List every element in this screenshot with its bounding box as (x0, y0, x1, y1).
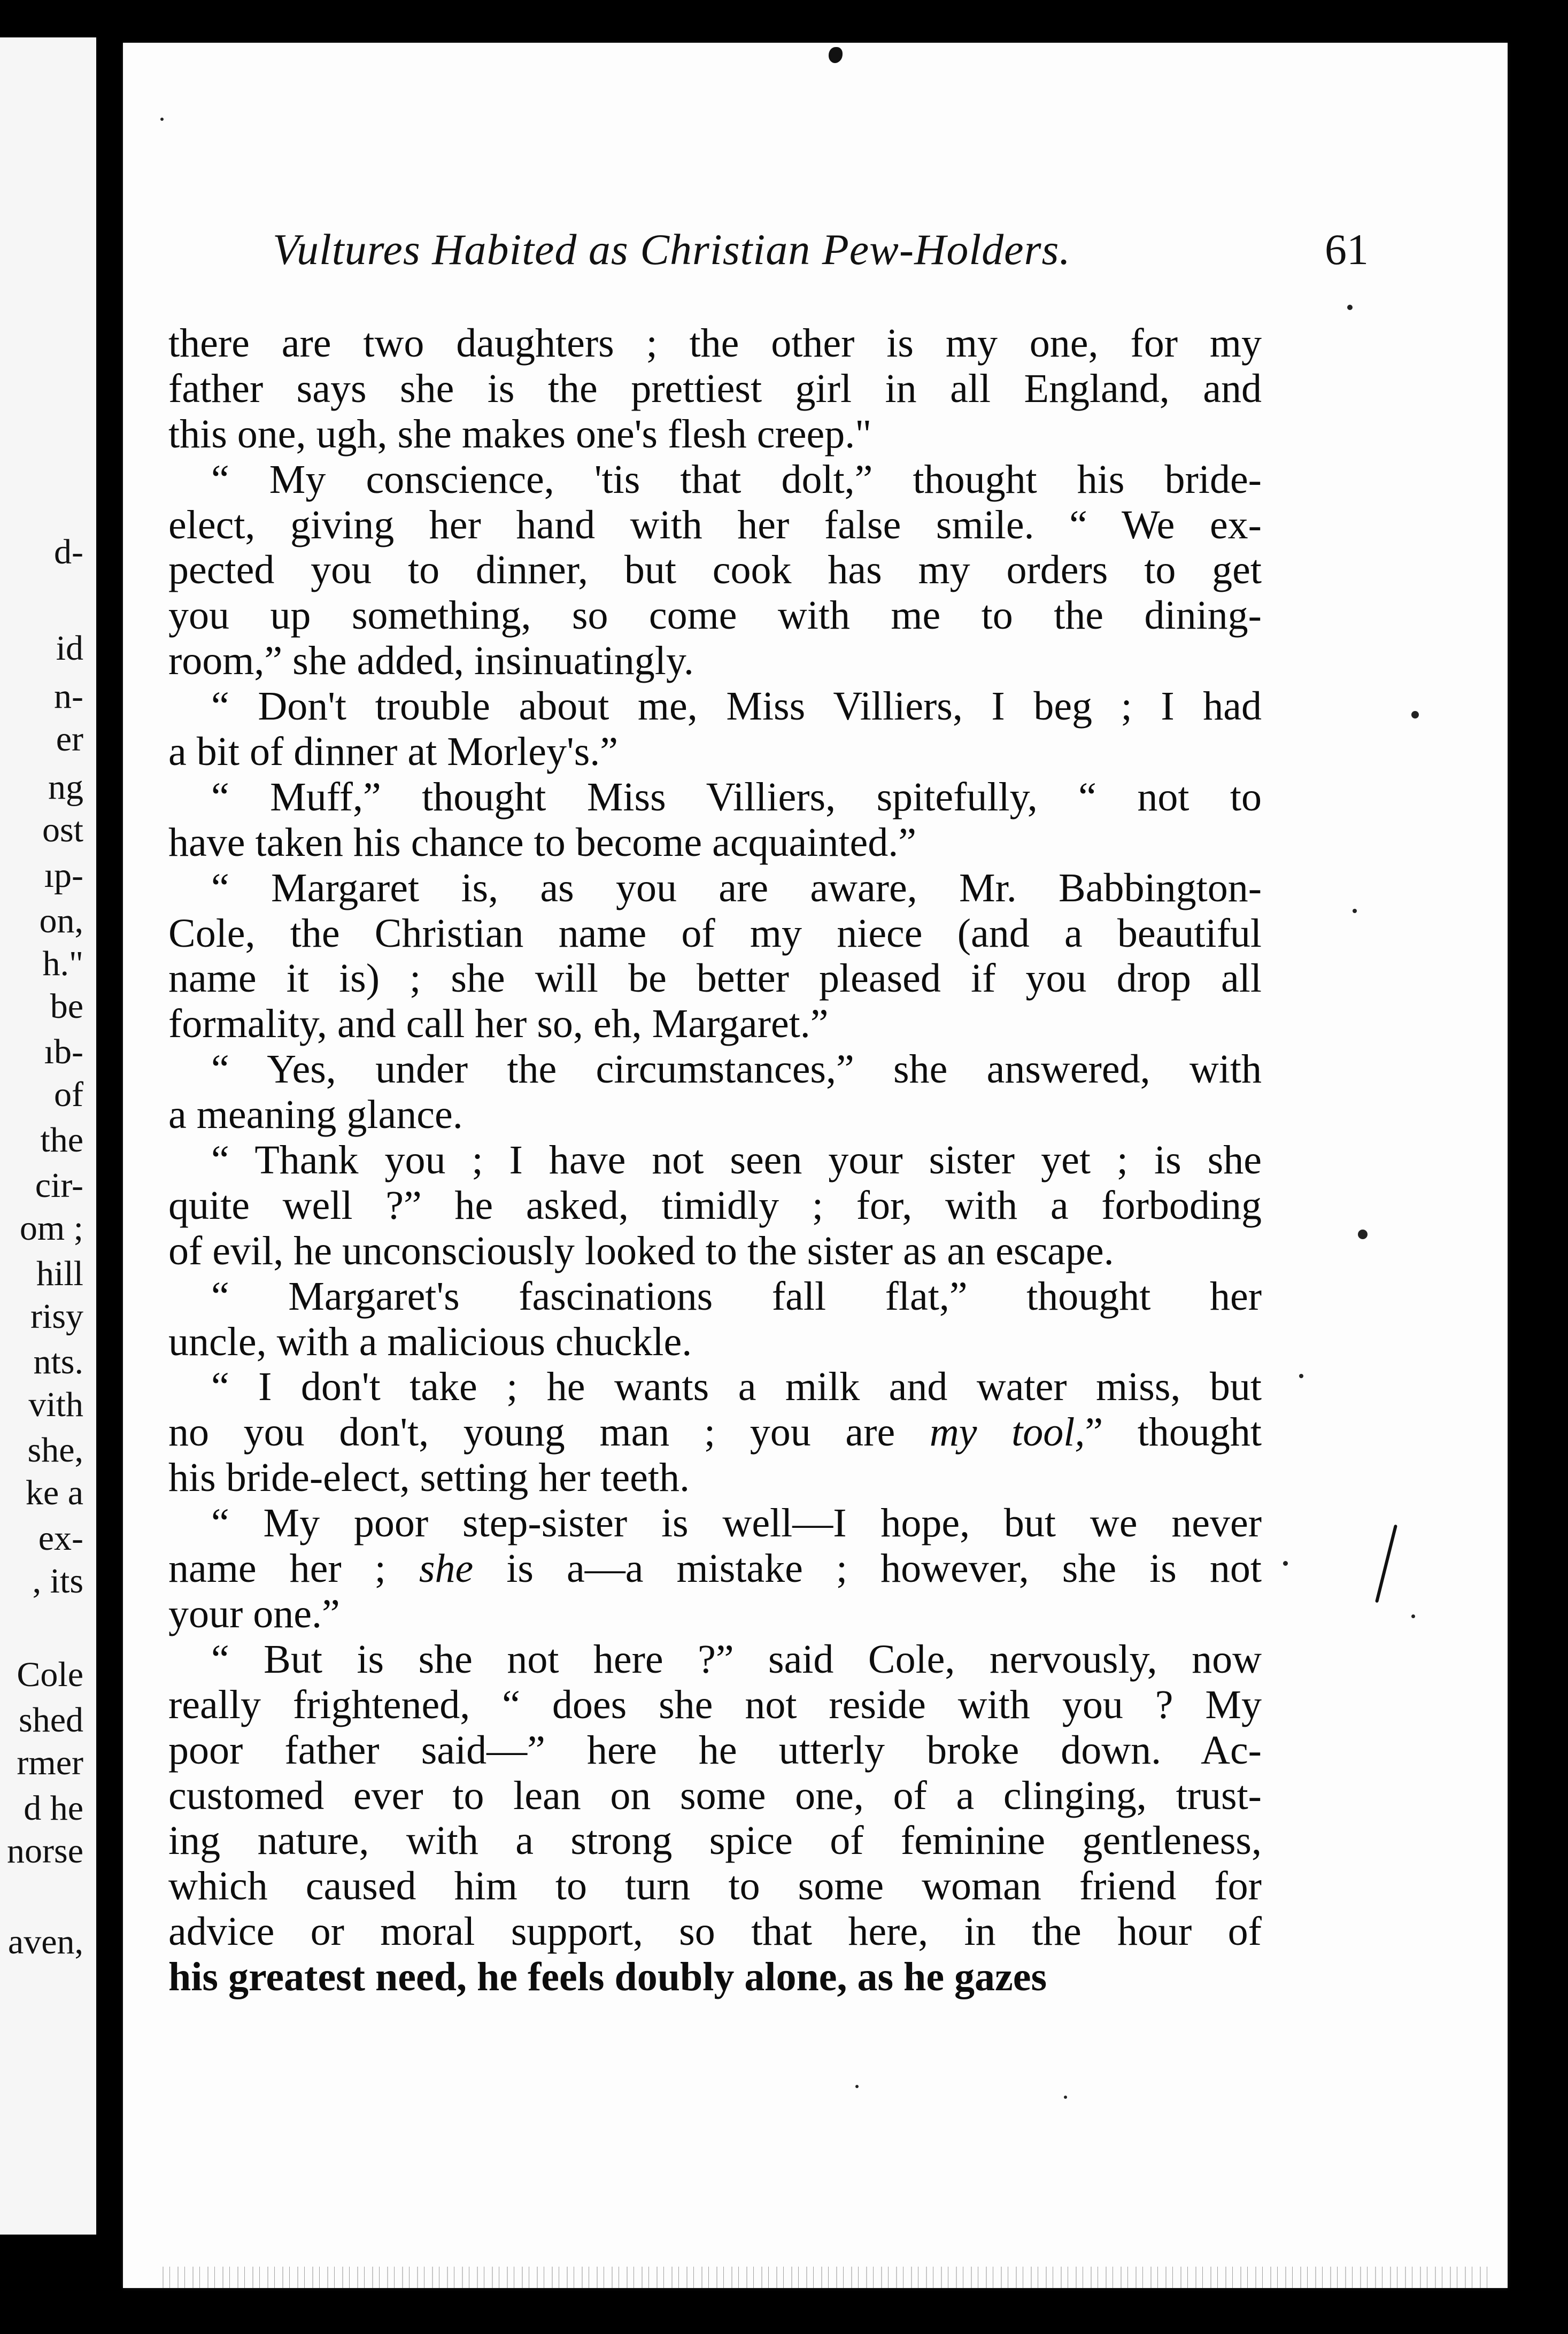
ink-speck (1347, 305, 1353, 310)
text-line: which caused him to turn to some woman friend for (168, 1864, 1262, 1909)
text-line: advice or moral support, so that here, in the hour of (168, 1909, 1262, 1954)
left-page-fragment: d he (24, 1789, 83, 1828)
margin-pen-stroke (1375, 1525, 1397, 1603)
ink-speck (1353, 909, 1357, 913)
left-page-fragment: nts. (33, 1342, 83, 1381)
text-line: have taken his chance to become acquainted.” (168, 820, 916, 865)
ink-speck (1411, 711, 1419, 718)
left-page-fragment: the (40, 1120, 83, 1160)
text-line: pected you to dinner, but cook has my orders to get (168, 547, 1262, 593)
text-line: name her ; she is a—a mistake ; however, she is not (168, 1546, 1262, 1591)
left-page-fragment: cir- (35, 1166, 83, 1205)
left-page-fragment: aven, (7, 1922, 83, 1961)
text-line: “ Margaret's fascinations fall flat,” thought her (211, 1273, 1262, 1319)
text-line: name it is) ; she will be better pleased if you drop all (168, 956, 1262, 1001)
ink-blot (829, 47, 843, 63)
page-number: 61 (1325, 225, 1369, 274)
ink-speck (160, 118, 164, 121)
left-page-fragment: Cole (17, 1655, 83, 1694)
ink-speck (1064, 2096, 1067, 2099)
text-line: room,” she added, insinuatingly. (168, 638, 694, 684)
text-line: poor father said—” here he utterly broke down. Ac- (168, 1727, 1262, 1773)
text-line: “ Don't trouble about me, Miss Villiers, I beg ; I had (211, 684, 1262, 729)
left-page-fragment: she, (27, 1431, 83, 1470)
left-page-fragment: shed (19, 1701, 83, 1740)
text-line: quite well ?” he asked, timidly ; for, with a forboding (168, 1183, 1262, 1228)
text-line: you up something, so come with me to the dining- (168, 593, 1262, 638)
text-line: “ I don't take ; he wants a milk and water miss, but (211, 1364, 1262, 1410)
left-page-fragment: n- (54, 677, 83, 716)
left-page-fragment: ıb- (44, 1032, 83, 1071)
text-line: ing nature, with a strong spice of feminine gentleness, (168, 1818, 1262, 1864)
ink-speck (855, 2085, 859, 2088)
text-line: Cole, the Christian name of my niece (and a beautiful (168, 910, 1262, 956)
text-line: formality, and call her so, eh, Margaret.” (168, 1001, 829, 1047)
text-line: really frightened, “ does she not reside with you ? My (168, 1682, 1262, 1727)
left-page-fragment: vith (28, 1385, 83, 1424)
text-line: “ Muff,” thought Miss Villiers, spitefully, “ not to (211, 774, 1262, 820)
text-line: a meaning glance. (168, 1092, 463, 1138)
left-page-fragment: ke a (25, 1473, 83, 1512)
left-page-fragment: ex- (38, 1519, 83, 1558)
ink-speck (1358, 1230, 1368, 1239)
running-title: Vultures Habited as Christian Pew-Holders. (273, 225, 1071, 274)
left-page-fragment: ıp- (44, 856, 83, 895)
text-line: this one, ugh, she makes one's flesh creep." (168, 411, 872, 457)
text-line: your one.” (168, 1591, 340, 1636)
ink-speck (1299, 1374, 1303, 1378)
text-line: father says she is the prettiest girl in all England, and (168, 366, 1262, 411)
left-page-fragment: ost (42, 810, 83, 849)
text-line: no you don't, young man ; you are my tool,” thought (168, 1410, 1262, 1455)
ink-speck (1411, 1614, 1415, 1618)
left-page-fragment: ng (48, 768, 83, 807)
left-page-fragment: be (50, 987, 83, 1026)
left-page-fragment: rmer (17, 1743, 83, 1782)
text-line: “ Thank you ; I have not seen your sister yet ; is she (211, 1138, 1262, 1183)
text-line: “ Margaret is, as you are aware, Mr. Babbington- (211, 865, 1262, 910)
left-page-fragment: hill (36, 1254, 83, 1293)
body-text (168, 321, 1262, 2000)
left-page-fragment: er (56, 720, 83, 759)
left-page-fragment: on, (39, 901, 83, 940)
text-line: customed ever to lean on some one, of a clinging, trust- (168, 1773, 1262, 1818)
page-bottom-edge-noise (155, 2267, 1492, 2288)
text-line: uncle, with a malicious chuckle. (168, 1319, 692, 1364)
book-page (123, 43, 1508, 2288)
left-page-fragment: h." (42, 944, 83, 983)
text-line: “ My conscience, 'tis that dolt,” thought his bride- (211, 457, 1262, 502)
left-page-fragment: of (54, 1075, 83, 1114)
text-line: of evil, he unconsciously looked to the sister as an escape. (168, 1228, 1114, 1273)
text-line: “ My poor step-sister is well—I hope, but we never (211, 1501, 1262, 1546)
left-page-fragment: om ; (19, 1209, 83, 1248)
left-page-fragment: norse (7, 1831, 83, 1871)
ink-speck (1283, 1561, 1288, 1566)
left-page-fragment: d- (54, 532, 83, 571)
text-line: there are two daughters ; the other is my one, for my (168, 321, 1262, 366)
text-line: his bride-elect, setting her teeth. (168, 1455, 690, 1501)
text-line: his greatest need, he feels doubly alone, as he gazes (168, 1954, 1047, 2000)
left-page-fragment: risy (30, 1297, 83, 1336)
left-page-edge (0, 37, 96, 2235)
left-page-fragment: id (56, 629, 83, 668)
running-head (273, 225, 1369, 283)
text-line: elect, giving her hand with her false smile. “ We ex- (168, 502, 1262, 547)
text-line: “ Yes, under the circumstances,” she answered, with (211, 1047, 1262, 1092)
text-line: a bit of dinner at Morley's.” (168, 729, 619, 775)
left-page-fragment: , its (32, 1562, 83, 1601)
text-line: “ But is she not here ?” said Cole, nervously, now (211, 1636, 1262, 1682)
